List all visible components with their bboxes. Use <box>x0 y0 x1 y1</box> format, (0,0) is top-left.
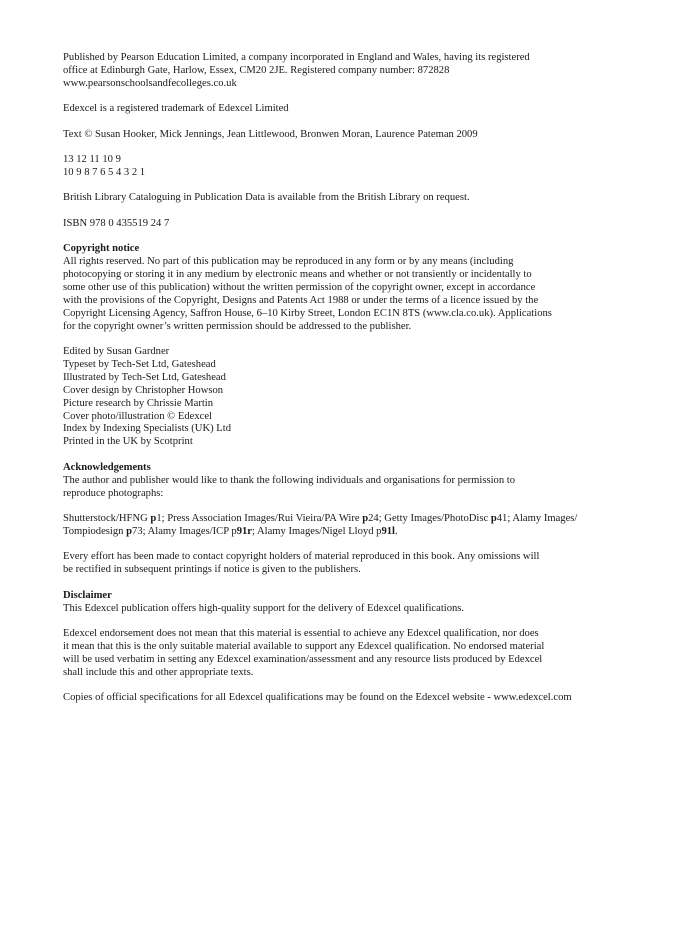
credit-text: 41; Alamy Images/ <box>496 512 578 524</box>
cataloguing-notice <box>63 192 638 205</box>
endorsement-line: shall include this and other appropriate texts. <box>63 666 254 678</box>
credit-line: Index by Indexing Specialists (UK) Ltd <box>63 423 231 435</box>
endorsement-notice <box>63 628 638 680</box>
trademark-text: Edexcel is a registered trademark of Edexcel Limited <box>63 103 289 115</box>
credit-line: Printed in the UK by Scotprint <box>63 436 193 448</box>
copyright-notice-line: All rights reserved. No part of this publication may be reproduced in any form or by any means (including <box>63 256 514 268</box>
copyright-notice <box>63 243 638 333</box>
cataloguing-text: British Library Cataloguing in Publication Data is available from the British Library on request. <box>63 192 470 204</box>
endorsement-line: Edexcel endorsement does not mean that this material is essential to achieve any Edexcel qualification, nor does <box>63 627 539 639</box>
page-ref-marker: p <box>490 512 497 524</box>
effort-line: be rectified in subsequent printings if notice is given to the publishers. <box>63 564 361 576</box>
isbn-text: ISBN 978 0 435519 24 7 <box>63 217 170 229</box>
credit-line: Cover photo/illustration © Edexcel <box>63 410 212 422</box>
page-ref-marker: 91r <box>236 525 252 537</box>
effort-notice <box>63 551 638 577</box>
print-number-line: 13 12 11 10 9 <box>63 154 121 166</box>
credit-text: . <box>395 525 398 537</box>
credit-text: 24; Getty Images/PhotoDisc <box>368 512 491 524</box>
production-credits <box>63 346 638 449</box>
photo-credits <box>63 513 638 539</box>
endorsement-line: will be used verbatim in setting any Edexcel examination/assessment and any resource lists produced by Edexcel <box>63 653 543 665</box>
copyright-notice-line: some other use of this publication) without the written permission of the copyright owner, except in accordance <box>63 281 536 293</box>
specifications-text: Copies of official specifications for all Edexcel qualifications may be found on the Edexcel website - www.edexcel.com <box>63 692 572 704</box>
credit-text: 1; Press Association Images/Rui Vieira/PA Wire <box>156 512 363 524</box>
print-number-line: 10 9 8 7 6 5 4 3 2 1 <box>63 166 146 178</box>
copyright-notice-heading: Copyright notice <box>63 243 140 255</box>
credit-line: Cover design by Christopher Howson <box>63 384 224 396</box>
publisher-line: office at Edinburgh Gate, Harlow, Essex, CM20 2JE. Registered company number: 872828 <box>63 64 450 76</box>
disclaimer-intro: This Edexcel publication offers high-quality support for the delivery of Edexcel qualifications. <box>63 602 465 614</box>
page-ref-marker: 91l <box>381 525 395 537</box>
page-ref-marker: p <box>126 525 133 537</box>
credit-text: ; Alamy Images/Nigel Lloyd p <box>251 525 382 537</box>
credit-line: Typeset by Tech-Set Ltd, Gateshead <box>63 358 216 370</box>
credit-text: Tompiodesign <box>63 525 127 537</box>
copyright-notice-line: photocopying or storing it in any medium by electronic means and whether or not transiently or incidentally to <box>63 268 532 280</box>
disclaimer-heading: Disclaimer <box>63 589 112 601</box>
credit-text: Shutterstock/HFNG <box>63 512 151 524</box>
acknowledgements-line: reproduce photographs: <box>63 487 164 499</box>
publisher-website: www.pearsonschoolsandfecolleges.co.uk <box>63 77 237 89</box>
copyright-notice-line: with the provisions of the Copyright, Designs and Patents Act 1988 or under the terms of a licence issued by the <box>63 294 539 306</box>
photo-credits-line <box>63 513 638 526</box>
acknowledgements-heading: Acknowledgements <box>63 461 151 473</box>
credit-line: Edited by Susan Gardner <box>63 346 170 357</box>
print-numbers <box>63 154 638 180</box>
disclaimer <box>63 590 638 616</box>
imprint-page <box>63 52 638 717</box>
isbn <box>63 218 638 231</box>
specifications-notice <box>63 692 638 705</box>
acknowledgements-line: The author and publisher would like to thank the following individuals and organisations for permission to <box>63 474 516 486</box>
credit-line: Picture research by Chrissie Martin <box>63 397 214 409</box>
page-ref-marker: p <box>362 512 369 524</box>
acknowledgements <box>63 462 638 501</box>
effort-line: Every effort has been made to contact copyright holders of material reproduced in this book. Any omissions will <box>63 551 540 563</box>
endorsement-line: it mean that this is the only suitable material available to support any Edexcel qualification. No endorsed material <box>63 640 545 652</box>
text-copyright-line: Text © Susan Hooker, Mick Jennings, Jean Littlewood, Bronwen Moran, Laurence Pateman 2009 <box>63 128 478 140</box>
publisher-block <box>63 52 638 91</box>
trademark-notice <box>63 103 638 116</box>
copyright-notice-line: for the copyright owner’s written permission should be addressed to the publisher. <box>63 320 412 332</box>
credit-line: Illustrated by Tech-Set Ltd, Gateshead <box>63 371 226 383</box>
photo-credits-line <box>63 526 638 539</box>
page-ref-marker: p <box>150 512 157 524</box>
credit-text: 73; Alamy Images/ICP p <box>132 525 237 537</box>
publisher-line: Published by Pearson Education Limited, a company incorporated in England and Wales, having its registered <box>63 52 530 63</box>
text-copyright <box>63 129 638 142</box>
copyright-notice-line: Copyright Licensing Agency, Saffron House, 6–10 Kirby Street, London EC1N 8TS (www.cla.co.uk). Applications <box>63 307 552 319</box>
